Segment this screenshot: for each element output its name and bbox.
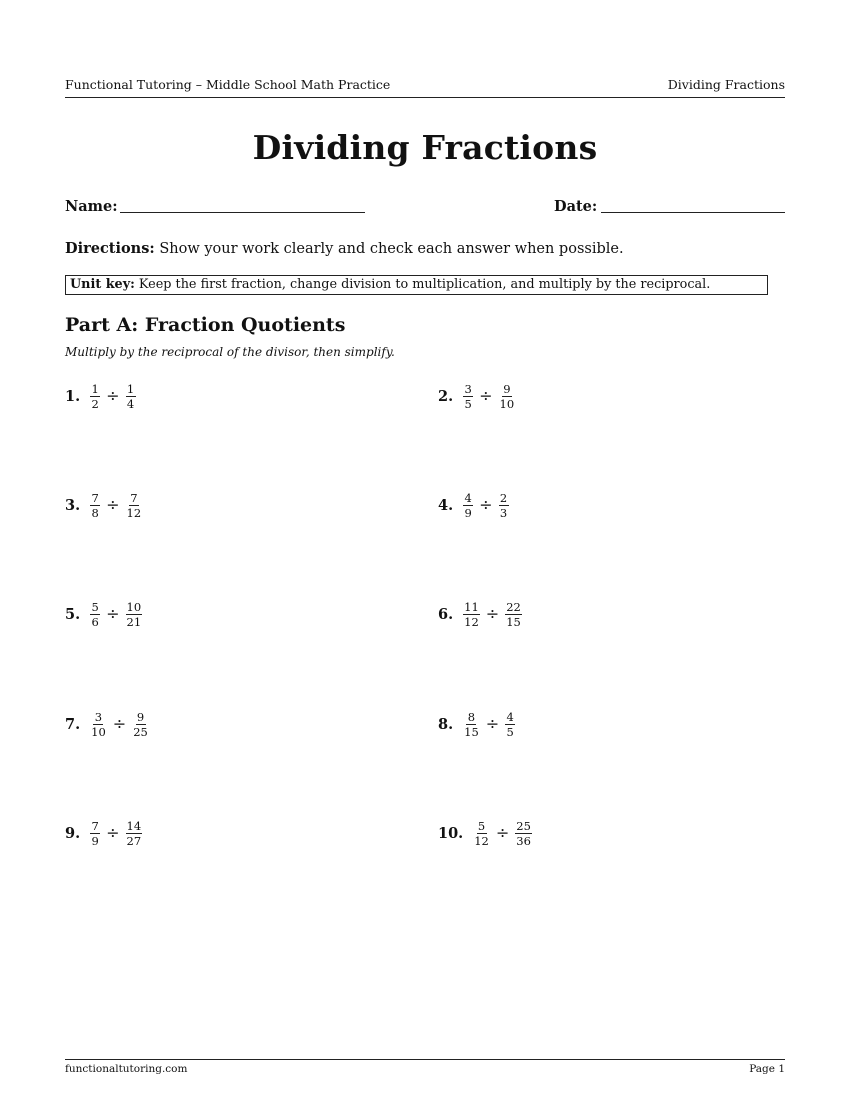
dividend-denominator: 9: [464, 505, 472, 520]
name-date-row: [65, 198, 785, 218]
divisor-fraction: [505, 601, 522, 628]
divisor-fraction: [126, 492, 143, 519]
divisor-fraction: [126, 601, 143, 628]
header-topic: Dividing Fractions: [667, 77, 785, 92]
problem-item: [438, 707, 517, 741]
dividend-numerator: 7: [91, 818, 99, 833]
problem-number: 5.: [65, 605, 81, 623]
division-operator: ÷: [106, 823, 120, 842]
divisor-fraction: [126, 383, 136, 410]
dividend-fraction: [90, 820, 100, 847]
divisor-fraction: [126, 820, 143, 847]
division-operator: ÷: [106, 386, 120, 405]
division-operator: ÷: [495, 823, 510, 842]
dividend-fraction: [463, 601, 480, 628]
problem-item: [65, 816, 144, 850]
dividend-numerator: 5: [91, 599, 99, 614]
dividend-fraction: [90, 383, 100, 410]
problem-item: [65, 488, 144, 522]
division-operator: ÷: [485, 604, 500, 623]
divisor-denominator: 36: [516, 833, 531, 848]
header-course-title: Functional Tutoring – Middle School Math Practice: [65, 77, 391, 92]
dividend-fraction: [90, 601, 100, 628]
unit-key-label: Unit key:: [70, 277, 135, 292]
divisor-denominator: 15: [506, 614, 521, 629]
division-operator: ÷: [479, 386, 493, 405]
division-operator: ÷: [106, 604, 120, 623]
problem-item: [438, 379, 517, 413]
problem-number: 8.: [438, 715, 454, 733]
date-field[interactable]: [601, 212, 785, 213]
divisor-denominator: 12: [126, 505, 142, 520]
problem-item: [65, 597, 144, 631]
worksheet-page: [65, 0, 785, 1100]
page-footer: [65, 1059, 785, 1076]
directions-text: Show your work clearly and check each answer when possible.: [154, 241, 624, 257]
dividend-denominator: 9: [91, 833, 99, 848]
part-a-heading: Part A: Fraction Quotients: [65, 314, 346, 336]
problem-number: 6.: [438, 605, 454, 623]
part-a-subtitle: Multiply by the reciprocal of the divisor, then simplify.: [65, 345, 395, 359]
division-operator: ÷: [112, 714, 127, 733]
divisor-numerator: 22: [506, 599, 521, 614]
dividend-denominator: 15: [464, 724, 479, 739]
dividend-fraction: [473, 820, 490, 847]
dividend-fraction: [90, 711, 107, 738]
divisor-denominator: 25: [133, 724, 148, 739]
divisor-denominator: 21: [126, 614, 142, 629]
problem-item: [65, 707, 151, 741]
problem-number: 3.: [65, 496, 81, 514]
divisor-denominator: 3: [499, 505, 508, 520]
dividend-fraction: [463, 383, 473, 410]
problem-item: [65, 379, 138, 413]
divisor-numerator: 14: [126, 818, 142, 833]
name-label: Name:: [65, 198, 118, 215]
name-field[interactable]: [120, 212, 365, 213]
unit-key-box: [65, 275, 768, 295]
dividend-denominator: 2: [91, 396, 99, 411]
divisor-denominator: 10: [499, 396, 515, 411]
divisor-numerator: 2: [499, 490, 508, 505]
page-title: Dividing Fractions: [252, 128, 598, 167]
divisor-numerator: 9: [136, 709, 145, 724]
date-label: Date:: [554, 198, 598, 215]
dividend-denominator: 5: [464, 396, 472, 411]
dividend-numerator: 3: [94, 709, 103, 724]
directions-label: Directions:: [65, 240, 155, 257]
problem-item: [438, 488, 511, 522]
dividend-fraction: [90, 492, 100, 519]
problem-number: 2.: [438, 387, 454, 405]
problem-number: 1.: [65, 387, 81, 405]
dividend-numerator: 7: [91, 490, 99, 505]
divisor-denominator: 5: [506, 724, 514, 739]
dividend-denominator: 12: [464, 614, 479, 629]
problem-number: 7.: [65, 715, 81, 733]
dividend-numerator: 1: [91, 381, 99, 396]
divisor-fraction: [499, 383, 516, 410]
divisor-fraction: [499, 492, 509, 519]
dividend-numerator: 8: [467, 709, 476, 724]
divisor-denominator: 27: [126, 833, 142, 848]
directions: [65, 240, 785, 258]
dividend-fraction: [463, 492, 473, 519]
dividend-denominator: 6: [91, 614, 99, 629]
division-operator: ÷: [106, 495, 120, 514]
divisor-fraction: [515, 820, 532, 847]
running-header: [65, 78, 785, 98]
problem-number: 4.: [438, 496, 454, 514]
divisor-fraction: [132, 711, 149, 738]
problem-item: [438, 597, 524, 631]
division-operator: ÷: [485, 714, 500, 733]
dividend-numerator: 5: [477, 818, 486, 833]
dividend-denominator: 8: [91, 505, 99, 520]
divisor-numerator: 9: [503, 381, 511, 396]
divisor-numerator: 7: [130, 490, 138, 505]
unit-key-text: Keep the first fraction, change division to multiplication, and multiply by the reciprocal.: [134, 277, 711, 292]
divisor-numerator: 10: [126, 599, 142, 614]
divisor-numerator: 25: [516, 818, 531, 833]
problem-number: 9.: [65, 824, 81, 842]
divisor-fraction: [505, 711, 515, 738]
dividend-denominator: 10: [91, 724, 106, 739]
dividend-numerator: 4: [464, 490, 472, 505]
divisor-denominator: 4: [126, 396, 135, 411]
division-operator: ÷: [479, 495, 493, 514]
dividend-fraction: [463, 711, 480, 738]
problem-number: 10.: [438, 824, 464, 842]
footer-page-number: Page 1: [749, 1063, 785, 1075]
dividend-denominator: 12: [474, 833, 489, 848]
dividend-numerator: 3: [464, 381, 472, 396]
footer-website: functionaltutoring.com: [65, 1063, 188, 1075]
problem-item: [438, 816, 534, 850]
divisor-numerator: 1: [126, 381, 135, 396]
dividend-numerator: 11: [464, 599, 479, 614]
divisor-numerator: 4: [506, 709, 514, 724]
